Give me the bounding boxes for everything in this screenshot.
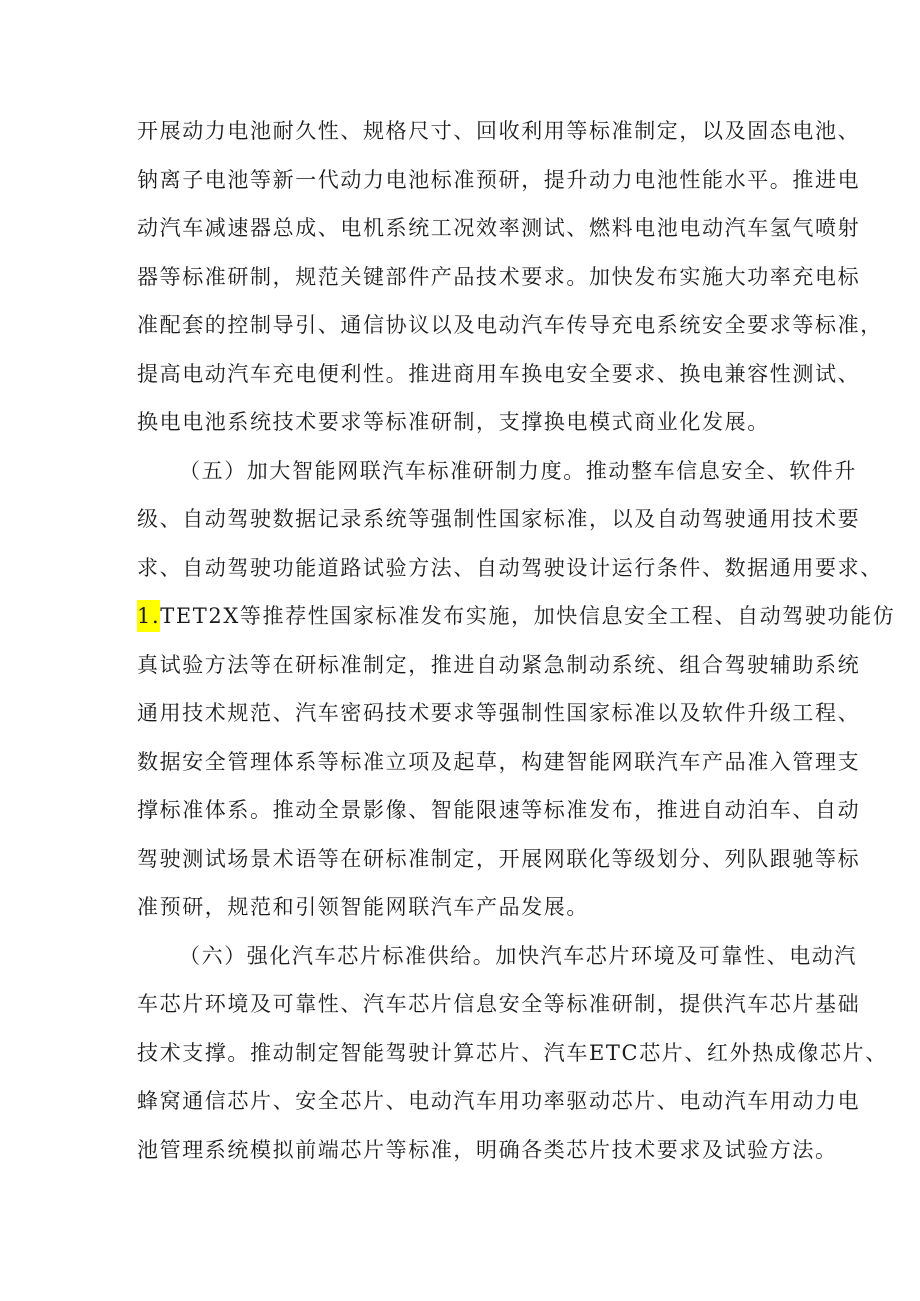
text-line: （六）强化汽车芯片标准供给。加快汽车芯片环境及可靠性、电动汽 xyxy=(179,943,857,968)
paragraph-automotive-chips xyxy=(137,937,888,1180)
text-line: 准预研，规范和引领智能网联汽车产品发展。 xyxy=(137,895,589,919)
text-line: 求、自动驾驶功能道路试验方法、自动驾驶设计运行条件、数据通用要求、 xyxy=(137,555,883,580)
paragraph-intelligent-connected-vehicles xyxy=(137,452,896,937)
text-line-with-marker xyxy=(137,597,896,646)
text-line: 池管理系统模拟前端芯片等标准，明确各类芯片技术要求及试验方法。 xyxy=(137,1137,838,1162)
text-line: 准配套的控制导引、通信协议以及电动汽车传导充电系统安全要求等标准， xyxy=(137,313,883,337)
text-line: 数据安全管理体系等标准立项及起草，构建智能网联汽车产品准入管理支 xyxy=(137,749,861,774)
text-line: 动汽车减速器总成、电机系统工况效率测试、燃料电池电动汽车氢气喷射 xyxy=(137,216,861,240)
text-line: 通用技术规范、汽车密码技术要求等强制性国家标准以及软件升级工程、 xyxy=(137,701,861,725)
text-line: 驾驶测试场景术语等在研标准制定，开展网联化等级划分、列队跟驰等标 xyxy=(137,846,861,871)
text-line: 技术支撑。推动制定智能驾驶计算芯片、汽车ETC芯片、红外热成像芯片、 xyxy=(137,1040,888,1065)
text-line: 撑标准体系。推动全景影像、智能限速等标准发布，推进自动泊车、自动 xyxy=(137,798,861,822)
text-line: 器等标准研制，规范关键部件产品技术要求。加快发布实施大功率充电标 xyxy=(137,264,861,289)
text-line: 开展动力电池耐久性、规格尺寸、回收利用等标准制定，以及固态电池、 xyxy=(137,119,861,143)
text-line: 级、自动驾驶数据记录系统等强制性国家标准，以及自动驾驶通用技术要 xyxy=(137,507,861,531)
text-line: 车芯片环境及可靠性、汽车芯片信息安全等标准研制，提供汽车芯片基础 xyxy=(137,992,861,1016)
text-line-content: TET2X等推荐性国家标准发布实施，加快信息安全工程、自动驾驶功能仿 xyxy=(160,604,896,628)
text-line: 真试验方法等在研标准制定，推进自动紧急制动系统、组合驾驶辅助系统 xyxy=(137,652,861,677)
document-body xyxy=(137,112,896,1179)
text-line: 换电电池系统技术要求等标准研制，支撑换电模式商业化发展。 xyxy=(137,410,770,434)
text-line: 提高电动汽车充电便利性。推进商用车换电安全要求、换电兼容性测试、 xyxy=(137,361,861,386)
paragraph-battery-standards xyxy=(137,112,883,452)
highlighted-list-marker: 1. xyxy=(137,600,160,632)
text-line: 蜂窝通信芯片、安全芯片、电动汽车用功率驱动芯片、电动汽车用动力电 xyxy=(137,1089,861,1113)
text-line: 钠离子电池等新一代动力电池标准预研，提升动力电池性能水平。推进电 xyxy=(137,167,861,192)
text-line: （五）加大智能网联汽车标准研制力度。推动整车信息安全、软件升 xyxy=(179,458,857,483)
